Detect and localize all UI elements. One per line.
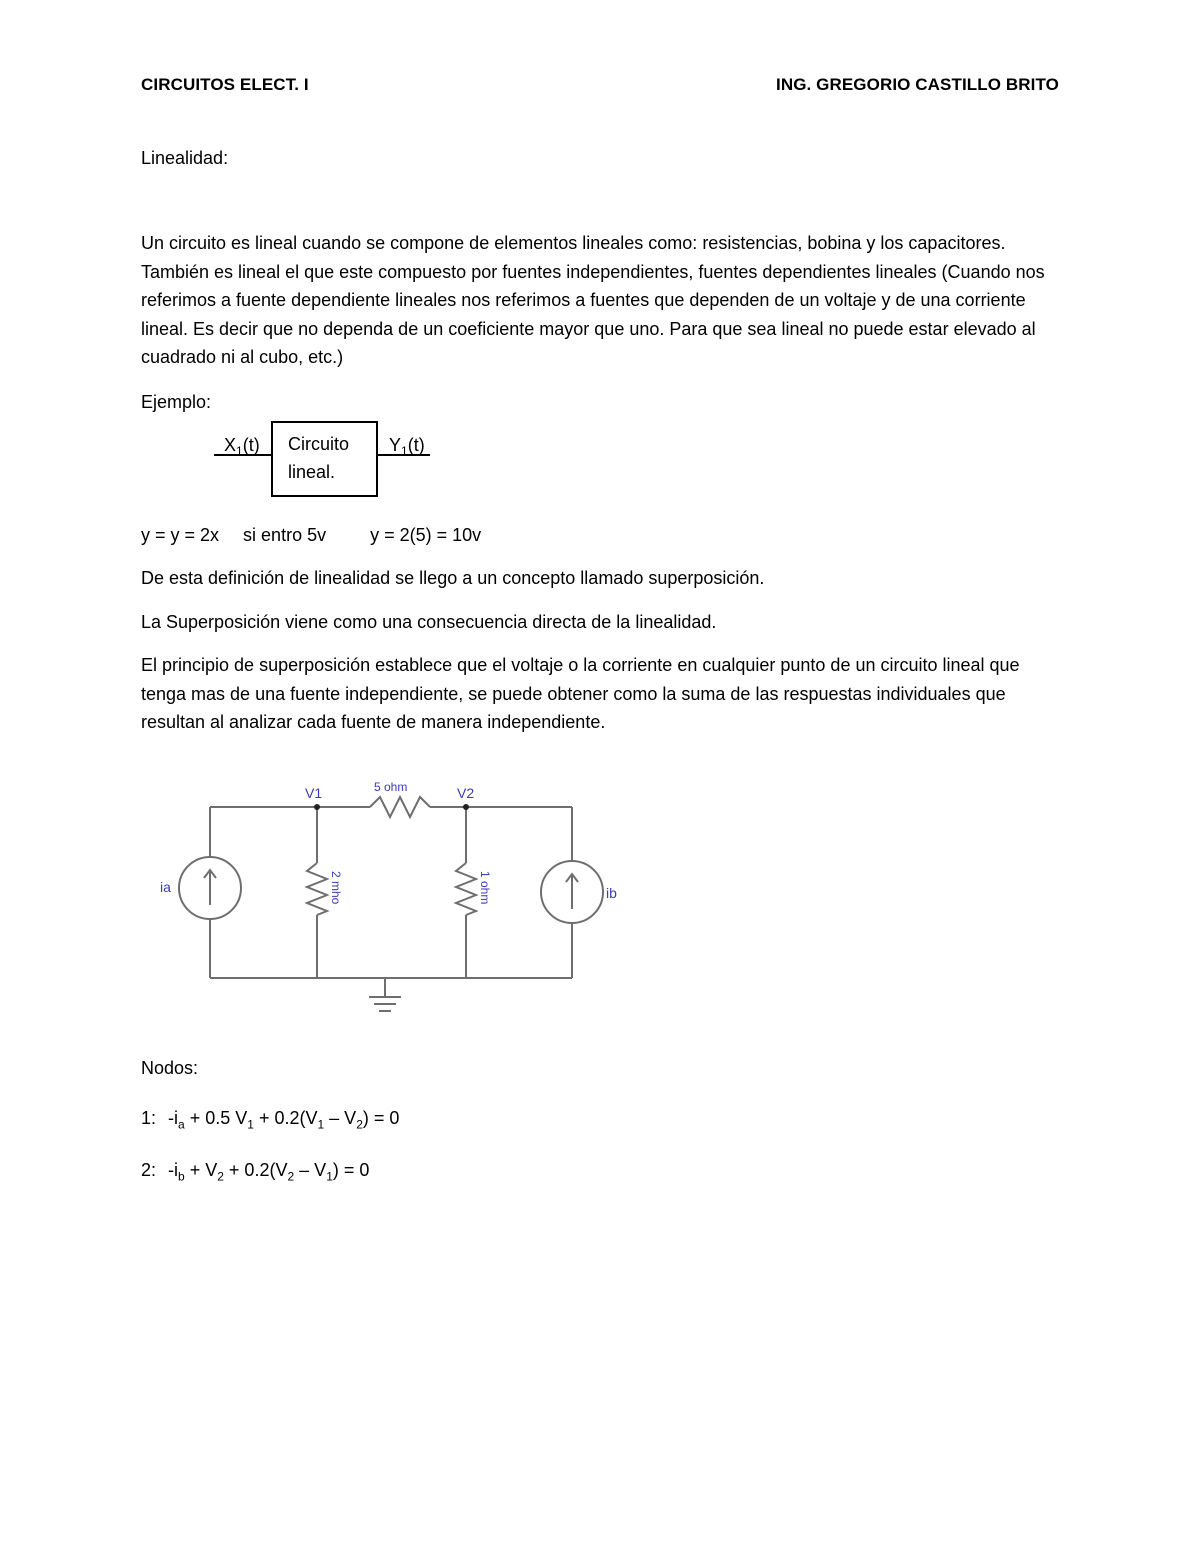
box-label-line2: lineal. — [288, 462, 336, 482]
header-course: CIRCUITOS ELECT. I — [141, 75, 309, 94]
linear-circuit-block-diagram — [200, 415, 460, 505]
header-author: ING. GREGORIO CASTILLO BRITO — [776, 75, 1059, 94]
example-label: Ejemplo: — [141, 392, 212, 412]
resistor-left-label: 2 mho — [329, 871, 343, 905]
paragraph-principle: El principio de superposición establece que el voltaje o la corriente en cualquier punto de un circuito lineal que tenga mas de una fuente independiente, se puede obtener como la suma de las respuestas individuales que resultan al analizar cada fuente de manera independiente. — [141, 655, 1020, 732]
circuit-diagram — [150, 775, 640, 1025]
intro-paragraph: Un circuito es lineal cuando se compone de elementos lineales como: resistencias, bobina y los capacitores. También es lineal el que este compuesto por fuentes independientes, fuentes dependientes lineales (Cuando nos referimos a fuente dependiente lineales nos referimos a fuentes que dependen de un voltaje y de una corriente lineal. Es decir que no dependa de un coeficiente mayor que uno. Para que sea lineal no puede estar elevado al cuadrado ni al cubo, etc.) — [141, 233, 1045, 367]
equation-part2: si entro 5v — [243, 525, 327, 545]
node-label-v2: V2 — [457, 785, 475, 801]
source-a-label: ia — [160, 879, 171, 895]
box-label-line1: Circuito — [288, 434, 350, 454]
resistor-left — [307, 863, 327, 915]
resistor-series — [370, 797, 430, 817]
section-title: Linealidad: — [141, 148, 229, 168]
nodes-label: Nodos: — [141, 1058, 199, 1078]
paragraph-consequence: La Superposición viene como una consecuencia directa de la linealidad. — [141, 612, 717, 632]
node-dot-v2 — [463, 804, 469, 810]
paragraph-definition: De esta definición de linealidad se llego a un concepto llamado superposición. — [141, 568, 765, 588]
node-equation-1: 1: $-i_a + 0.5$ $V_1 + 0.2(V_1 - V_2) = 0$ — [141, 1108, 400, 1132]
resistor-right — [456, 863, 476, 915]
resistor-right-label: 1 ohm — [478, 871, 492, 905]
equation-part3: y = 2(5) = 10v — [370, 525, 482, 545]
source-b-label: ib — [606, 885, 617, 901]
input-signal-label: $X_1(t)$ — [224, 435, 260, 458]
resistor-series-label: 5 ohm — [374, 780, 408, 794]
node-label-v1: V1 — [305, 785, 323, 801]
example-equation — [141, 521, 481, 549]
equation-part1: y = y = 2x — [141, 525, 220, 545]
node-dot-v1 — [314, 804, 320, 810]
node-equation-2: 2: $-i_b + V_2 + 0.2(V_2 - V_1) = 0$ — [141, 1160, 370, 1184]
output-signal-label: $Y_1(t)$ — [389, 435, 425, 458]
